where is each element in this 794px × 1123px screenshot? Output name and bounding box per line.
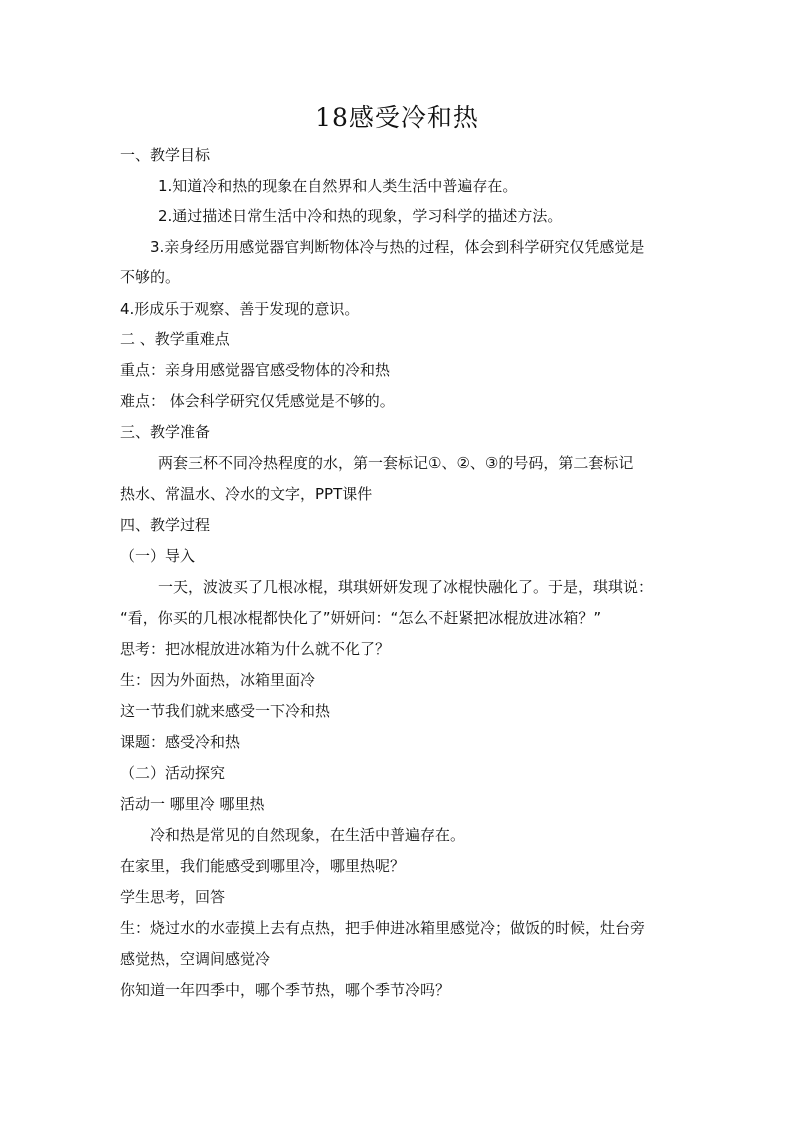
- student-answer: 生：因为外面热，冰箱里面冷: [120, 671, 316, 689]
- activity-paragraph: 冷和热是常见的自然现象，在生活中普遍存在。: [150, 826, 466, 844]
- thinking-question: 思考：把冰棍放进冰箱为什么就不化了？: [120, 640, 391, 658]
- student-response-line-2: 感觉热，空调间感觉冷: [120, 950, 271, 968]
- student-response-line-1: 生：烧过水的水壶摸上去有点热，把手伸进冰箱里感觉冷；做饭的时候，灶台旁: [120, 919, 646, 937]
- objective-2: 2.通过描述日常生活中冷和热的现象，学习科学的描述方法。: [158, 207, 563, 225]
- story-line-1: 一天，波波买了几根冰棍，琪琪妍妍发现了冰棍快融化了。于是，琪琪说：: [158, 578, 654, 596]
- subsection-activity: （二）活动探究: [120, 764, 226, 782]
- activity-one-title: 活动一 哪里冷 哪里热: [120, 795, 265, 813]
- subsection-introduction: （一）导入: [120, 547, 196, 565]
- objective-3-line-2: 不够的。: [120, 268, 181, 286]
- lesson-intro: 这一节我们就来感受一下冷和热: [120, 702, 331, 720]
- season-question: 你知道一年四季中，哪个季节热，哪个季节冷吗？: [120, 981, 451, 999]
- document-title: 18感受冷和热: [315, 103, 479, 132]
- objective-1: 1.知道冷和热的现象在自然界和人类生活中普遍存在。: [158, 177, 518, 195]
- story-line-2: “看，你买的几根冰棍都快化了”妍妍问：“怎么不赶紧把冰棍放进冰箱？”: [120, 609, 602, 627]
- section-heading-process: 四、教学过程: [120, 516, 211, 534]
- student-thinks: 学生思考，回答: [120, 888, 226, 906]
- difficult-point: 难点： 体会科学研究仅凭感觉是不够的。: [120, 392, 395, 410]
- preparation-line-2: 热水、常温水、冷水的文字，PPT课件: [120, 485, 373, 503]
- section-heading-preparation: 三、教学准备: [120, 423, 211, 441]
- home-question: 在家里，我们能感受到哪里冷，哪里热呢？: [120, 857, 406, 875]
- section-heading-objectives: 一、教学目标: [120, 146, 211, 164]
- key-point: 重点：亲身用感觉器官感受物体的冷和热: [120, 361, 391, 379]
- lesson-topic: 课题：感受冷和热: [120, 733, 241, 751]
- preparation-line-1: 两套三杯不同冷热程度的水，第一套标记①、②、③的号码，第二套标记: [158, 454, 634, 472]
- objective-3-line-1: 3.亲身经历用感觉器官判断物体冷与热的过程，体会到科学研究仅凭感觉是: [150, 238, 645, 256]
- section-heading-key-points: 二 、教学重难点: [120, 330, 230, 348]
- objective-4: 4.形成乐于观察、善于发现的意识。: [120, 300, 360, 318]
